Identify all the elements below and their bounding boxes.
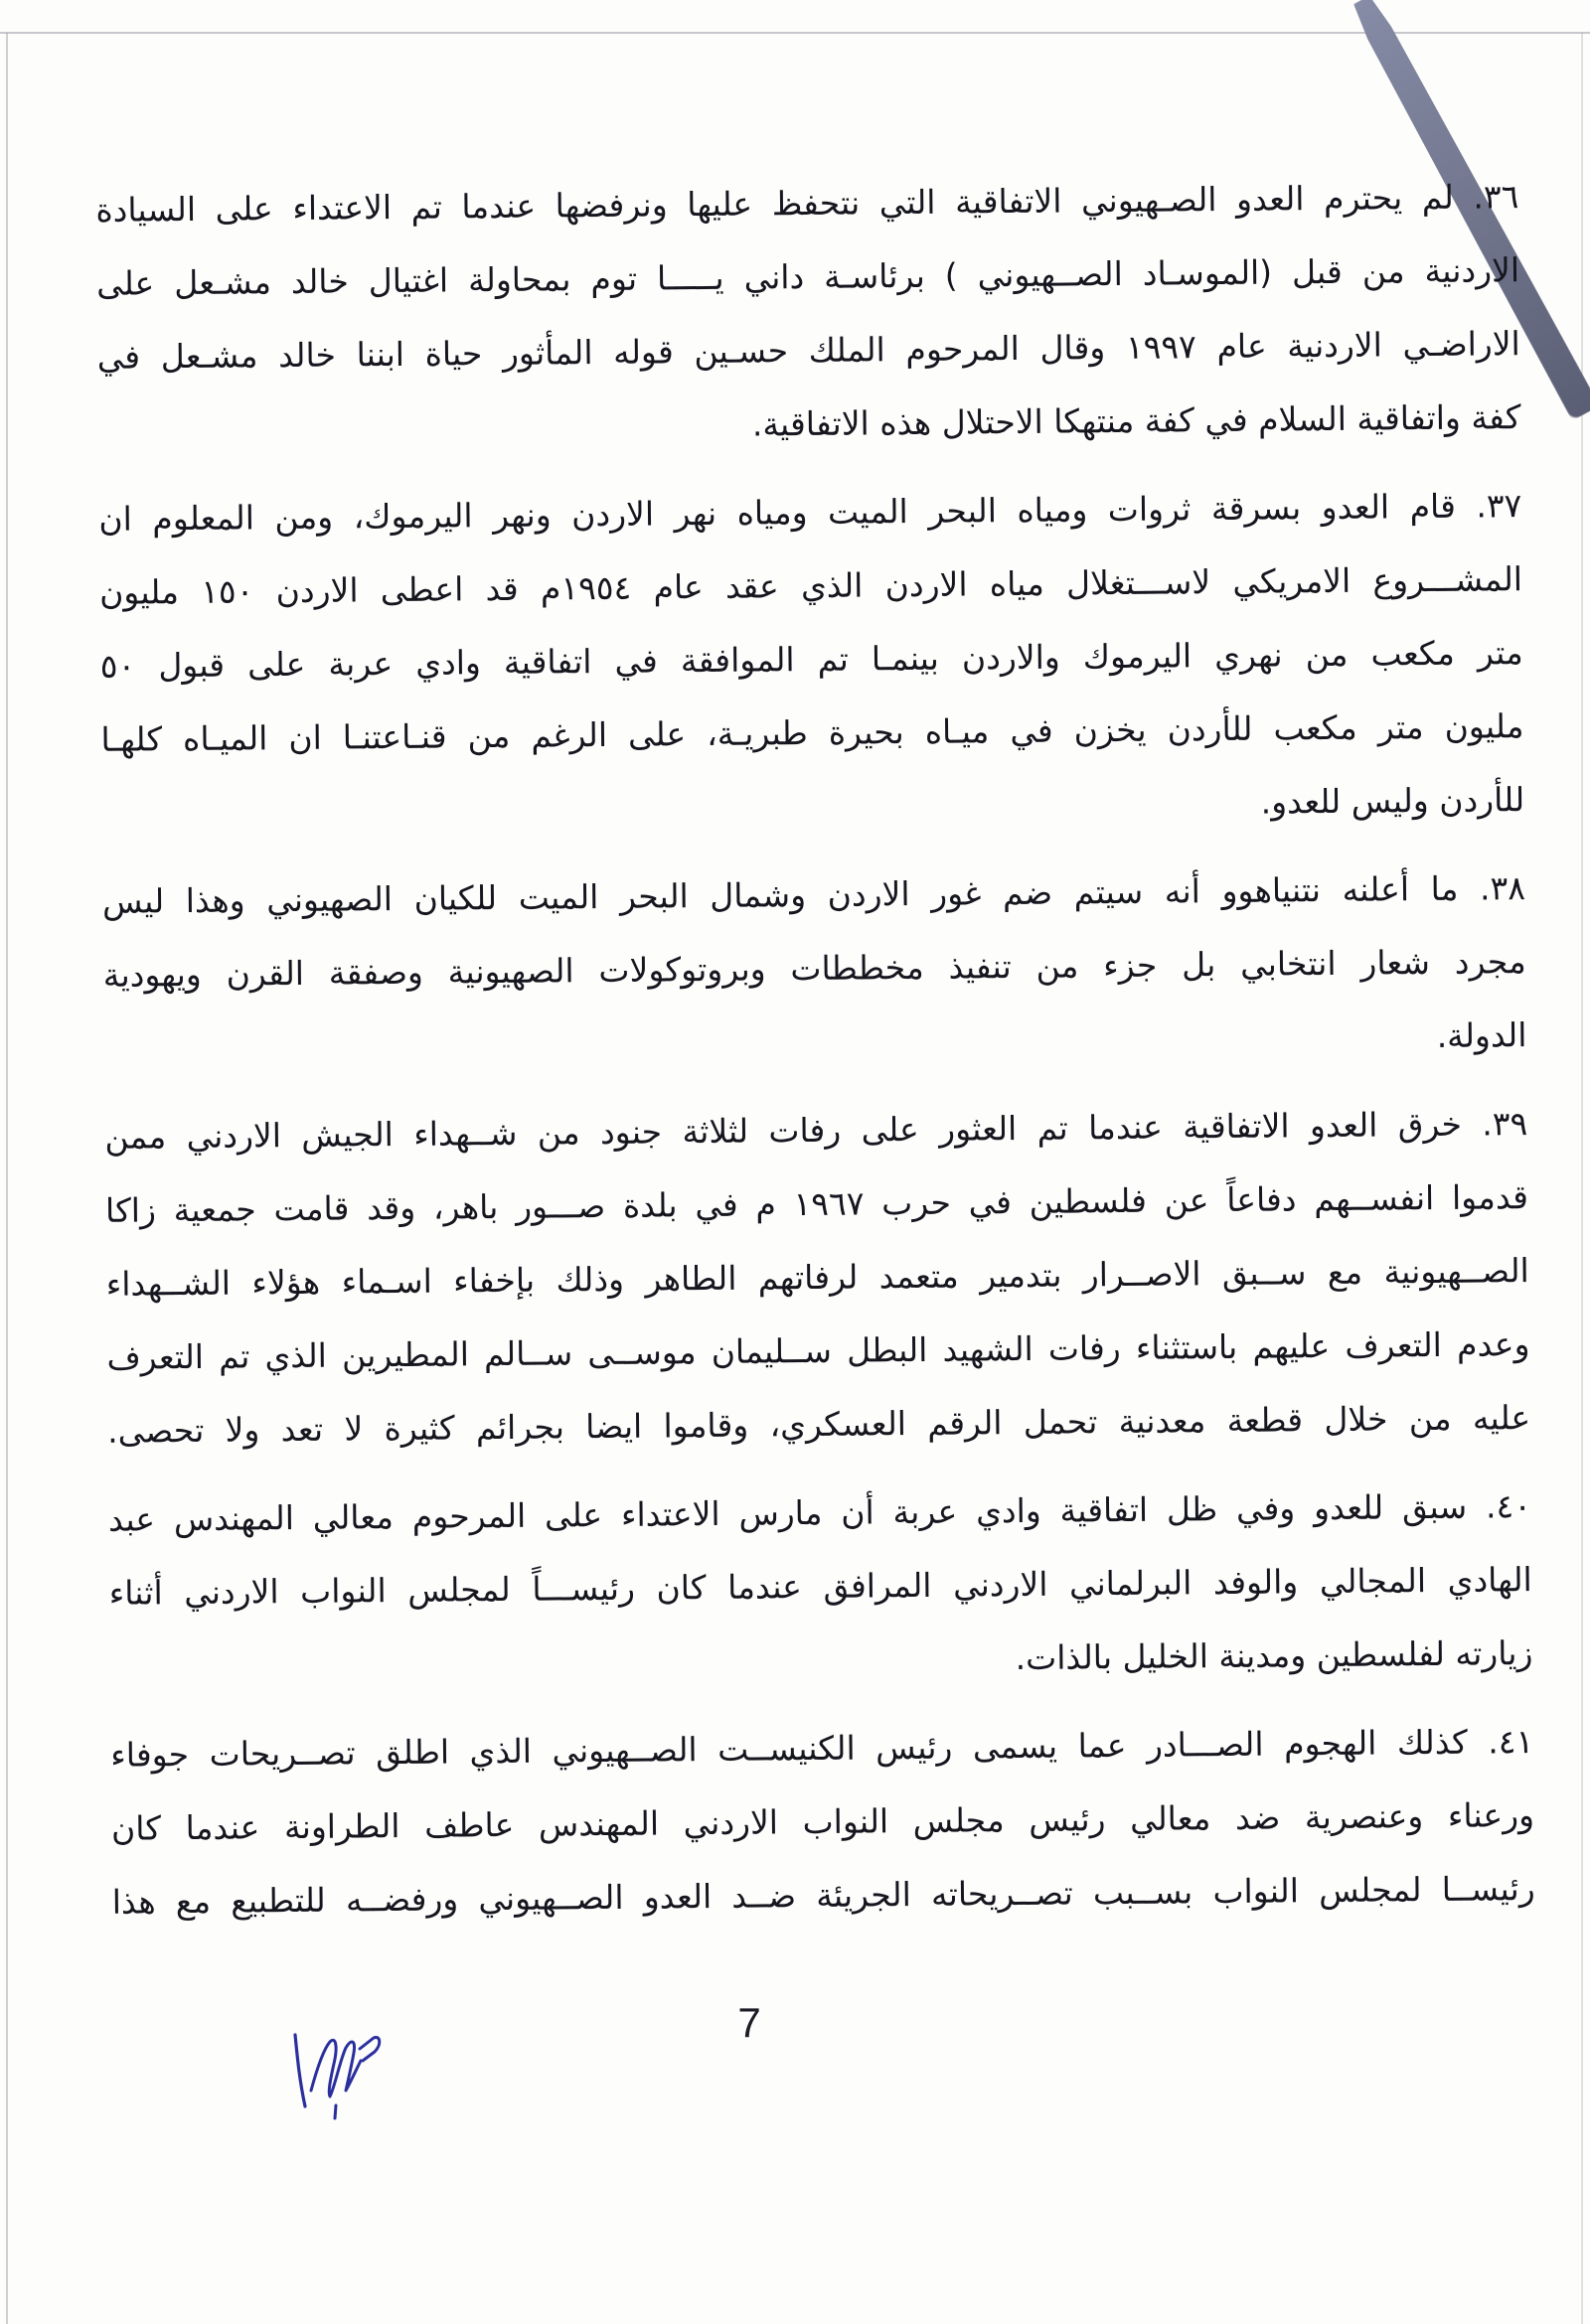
paragraph-line: مليون متر مكعب للأردن يخزن في ميـاه بحيرة طبريـة، على الرغم من قنـاعتنـا ان الميـاه كلهـا [100,706,1524,759]
paragraph-line: عليه من خلال قطعة معدنية تحمل الرقم العسكري، وقاموا ايضا بجرائم كثيرة لا تعد ولا تحصى. [106,1398,1531,1451]
paragraph-40 [108,1470,1533,1704]
paragraph-line: المشـــروع الامريكي لاســـتغلال مياه الاردن الذي عقد عام ١٩٥٤م قد اعطى الاردن ١٥٠ مليون [98,559,1523,612]
paragraph-line: ٣٩. خرق العدو الاتفاقية عندما تم العثور على رفات لثلاثة جنود من شــهداء الجيش الاردني ممن [104,1104,1528,1157]
paragraph-line: زيارته لفلسطين ومدينة الخليل بالذات. [1015,1633,1533,1678]
paragraph-line: الصــهيونية مع ســبق الاصــرار بتدمير متعمد لرفاتهم الطاهر وذلك بإخفاء اسـماء هؤلاء الشــهداء [105,1251,1529,1304]
page-number: 7 [737,1999,761,2046]
document-text [95,160,1535,1939]
scan-edge-left-line [6,33,8,2324]
paragraph-line: وعدم التعرف عليهم باستثناء رفات الشهيد البطل ســليمان موســى ســالم المطيرين الذي تم التعرف [106,1324,1530,1377]
paragraph-41 [110,1705,1535,1939]
paragraph-39 [104,1087,1530,1469]
paragraph-line: ٣٦. لم يحترم العدو الصـهيوني الاتفاقية التي نتحفظ عليها ونرفضها عندما تم الاعتداء على السيادة [95,177,1519,230]
paragraph-line: قدموا انفســهم دفاعاً عن فلسطين في حرب ١٩٦٧ م في بلدة صـــور باهر، وقد قامت جمعية زاكا [104,1177,1529,1230]
paragraph-line: كفة واتفاقية السلام في كفة منتهكا الاحتلال هذه الاتفاقية. [751,397,1521,444]
paragraph-36 [95,160,1521,468]
paragraph-line: ٤٠. سبق للعدو وفي ظل اتفاقية وادي عربة أن مارس الاعتداء على المرحوم معالي المهندس عبد [107,1486,1532,1539]
paragraph-line: مجرد شعار انتخابي بل جزء من تنفيذ مخططات وبروتوكولات الصهيونية وصفقة القرن ويهودية [102,942,1526,995]
paragraph-38 [102,852,1527,1086]
paragraph-line: الدولة. [1436,1015,1527,1055]
paragraph-37 [98,469,1524,851]
paragraph-line: ٤١. كذلك الهجوم الصـــادر عما يسمى رئيس الكنيســت الصــهيوني الذي اطلق تصــريحات جوفاء [110,1722,1534,1775]
paragraph-line: رئيســا لمجلس النواب بســبب تصــريحاته الجريئة ضــد العدو الصــهيوني ورفضــه للتطبيع مع هذا [111,1869,1535,1922]
signature-scribble [284,2027,384,2126]
paragraph-line: متر مكعب من نهري اليرموك والاردن بينمـا تم الموافقة في اتفاقية وادي عربة على قبول ٥٠ [99,633,1523,686]
paragraph-line: الاردنية من قبل (الموسـاد الصــهيوني ) برئاسـة داني يـــــا توم بمحاولة اغتيال خالد مشـعل على [95,250,1520,303]
paragraph-line: الهادي المجالي والوفد البرلماني الاردني المرافق عندما كان رئيســـاً لمجلس النواب الاردني أثناء [108,1560,1532,1613]
paragraph-line: ٣٧. قام العدو بسرقة ثروات ومياه البحر الميت ومياه نهر الاردن ونهر اليرموك، ومن المعلوم ان [98,486,1522,539]
scan-edge-top-line [0,32,1590,34]
paragraph-line: الاراضـي الاردنية عام ١٩٩٧ وقال المرحوم الملك حسـين قوله المأثور حياة ابننا خالد مشـعل في [96,324,1520,377]
paragraph-line: ٣٨. ما أعلنه نتنياهوو أنه سيتم ضم غور الاردن وشمال البحر الميت للكيان الصهيوني وهذا ليس [101,868,1526,921]
paragraph-line: للأردن وليس للعدو. [1260,780,1525,822]
paragraph-line: ورعناء وعنصرية ضد معالي رئيس مجلس النواب الاردني المهندس عاطف الطراونة عندما كان [110,1795,1535,1848]
